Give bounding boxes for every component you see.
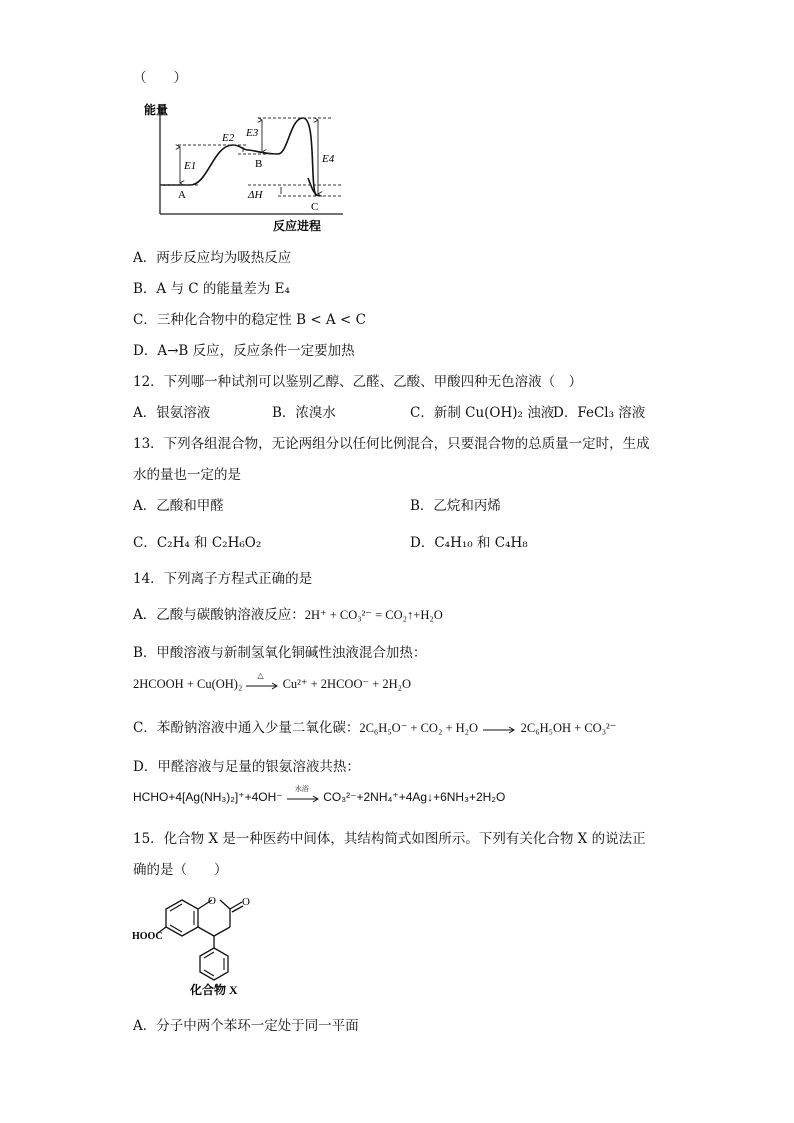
label-e3: E3	[246, 127, 259, 139]
label-c: C	[311, 201, 319, 213]
q12-option-a[interactable]: A．银氨溶液	[133, 405, 211, 421]
diagram-xlabel: 反应进程	[273, 219, 322, 233]
q14-b-right: Cu²⁺ + 2HCOO⁻ + 2H₂O	[282, 677, 412, 691]
q11-option-a[interactable]: A．两步反应均为吸热反应	[133, 250, 292, 266]
q14-option-c[interactable]	[133, 716, 616, 736]
q14-d-right: CO₃²⁻+2NH₄⁺+4Ag↓+6NH₃+2H₂O	[323, 790, 506, 804]
q14-option-b-text[interactable]: B．甲酸溶液与新制氢氧化铜碱性浊液混合加热：	[133, 645, 427, 661]
q12-option-c[interactable]: C．新制 Cu(OH)₂ 浊液	[410, 405, 555, 421]
q14-option-c-text: C．苯酚钠溶液中通入少量二氧化碳：	[133, 720, 360, 736]
q11-option-b[interactable]: B．A 与 C 的能量差为 E₄	[133, 281, 290, 297]
q14-c-left: 2C₆H₅O⁻ + CO₂ + H₂O	[359, 721, 479, 735]
q14-b-left: 2HCOOH + Cu(OH)₂	[133, 677, 243, 691]
q14-option-d-text[interactable]: D．甲醛溶液与足量的银氨溶液共热：	[133, 759, 360, 775]
q14-option-d-equation	[133, 785, 506, 804]
energy-diagram	[138, 96, 358, 236]
q12-stem: 12．下列哪一种试剂可以鉴别乙醇、乙醛、乙酸、甲酸四种无色溶液（ ）	[133, 374, 583, 390]
q15-stem-line1: 15．化合物 X 是一种医药中间体，其结构简式如图所示。下列有关化合物 X 的说法正	[133, 831, 646, 847]
label-e4: E4	[322, 153, 335, 165]
q14-d-condition: 水浴	[294, 785, 309, 793]
label-cooh: HOOC	[132, 931, 163, 942]
q13-option-b[interactable]: B．乙烷和丙烯	[410, 498, 501, 514]
q13-stem-line2: 水的量也一定的是	[133, 467, 241, 483]
label-e2: E2	[222, 132, 235, 144]
label-ring-oxygen: O	[208, 895, 216, 907]
q14-d-left: HCHO+4[Ag(NH₃)₂]⁺+4OH⁻	[133, 790, 283, 804]
reaction-arrow-icon	[286, 785, 320, 803]
q14-option-a-text: A．乙酸与碳酸钠溶液反应：	[133, 607, 305, 623]
q13-option-d[interactable]: D．C₄H₁₀ 和 C₄H₈	[410, 535, 528, 551]
q11-paren: （ ）	[133, 70, 187, 86]
reaction-arrow-icon	[482, 724, 516, 734]
label-a: A	[178, 189, 186, 201]
q14-stem: 14．下列离子方程式正确的是	[133, 571, 313, 587]
q12-option-b[interactable]: B．浓溴水	[272, 405, 336, 421]
label-e1: E1	[184, 160, 197, 172]
q12-option-d[interactable]: D．FeCl₃ 溶液	[553, 405, 646, 421]
q14-b-condition: △	[257, 671, 264, 681]
reaction-arrow-icon	[245, 671, 279, 690]
label-b: B	[255, 158, 263, 170]
diagram-ylabel: 能量	[144, 103, 169, 117]
label-dh: ΔH	[248, 189, 263, 201]
q14-c-right: 2C₆H₅OH + CO₃²⁻	[520, 721, 617, 735]
q13-stem-line1: 13．下列各组混合物，无论两组分以任何比例混合，只要混合物的总质量一定时，生成	[133, 436, 650, 452]
q15-option-a[interactable]: A．分子中两个苯环一定处于同一平面	[133, 1018, 359, 1034]
q13-option-c[interactable]: C．C₂H₄ 和 C₂H₆O₂	[133, 535, 262, 551]
q11-option-c[interactable]: C．三种化合物中的稳定性 B < A < C	[133, 312, 366, 328]
q13-option-a[interactable]: A．乙酸和甲醛	[133, 498, 224, 514]
q14-option-a-equation: 2H⁺ + CO₃²⁻ = CO₂↑+H₂O	[304, 608, 443, 622]
structure-caption: 化合物 X	[190, 983, 238, 996]
q15-stem-line2: 确的是（ ）	[133, 862, 228, 878]
q14-option-a[interactable]	[133, 603, 443, 623]
q14-option-b-equation	[133, 671, 412, 692]
q11-option-d[interactable]: D．A→B 反应，反应条件一定要加热	[133, 343, 355, 359]
compound-x-structure	[132, 886, 272, 996]
label-carbonyl-oxygen: O	[242, 896, 250, 908]
